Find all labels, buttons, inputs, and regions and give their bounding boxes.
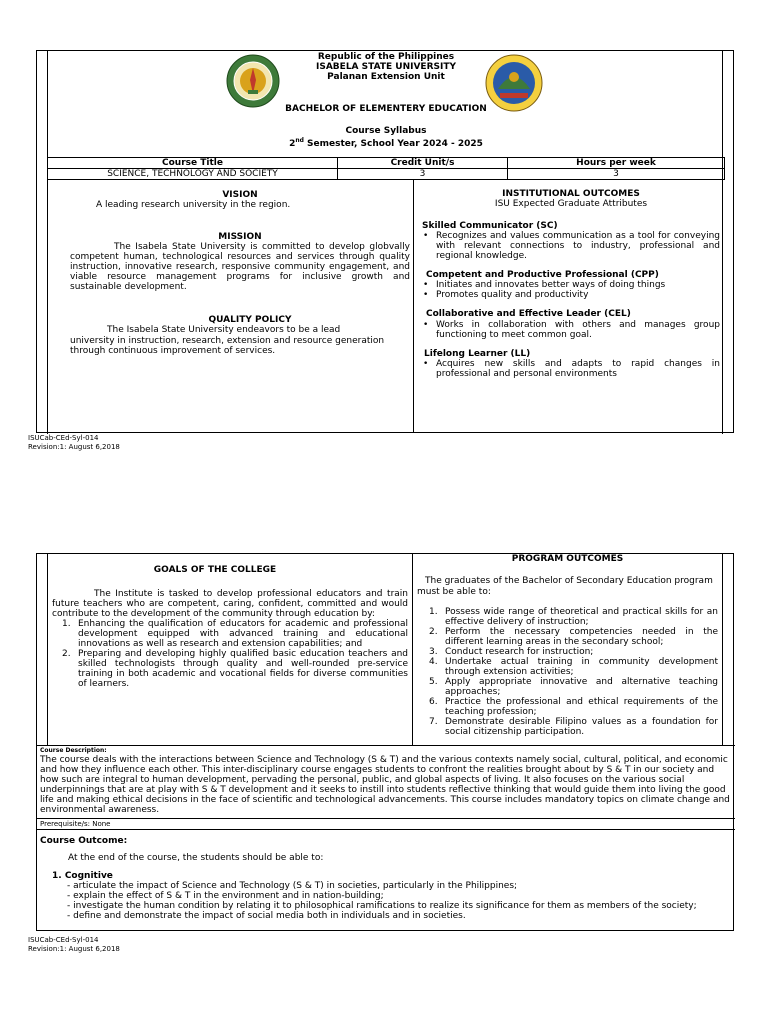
io-item: • Works in collaboration with others and manages group functioning to meet common goal. [422, 320, 720, 340]
revision-line: Revision:1: August 6,2018 [28, 945, 120, 953]
program-outcomes-column [413, 553, 723, 745]
course-syllabus-label: Course Syllabus [345, 126, 427, 136]
cognitive-item: - investigate the human condition by relating it to philosophical ramifications to realize its significance for them as members of the society; [67, 901, 697, 911]
io-heading-sc: Skilled Communicator (SC) [422, 220, 558, 231]
degree-title: BACHELOR OF ELEMENTERY EDUCATION [285, 104, 487, 114]
cognitive-item: - define and demonstrate the impact of social media both in individuals and in societies. [67, 911, 466, 921]
syllabus-page-1 [36, 50, 734, 433]
io-item: • Acquires new skills and adapts to rapid changes in professional and personal environments [422, 359, 720, 379]
prerequisites: Prerequisite/s: None [37, 818, 735, 830]
institutional-outcomes-subtitle: ISU Expected Graduate Attributes [494, 199, 648, 210]
course-description-text: The course deals with the interactions between Science and Technology (S & T) and the various contexts namely social, cultural, political, and economic and how they influence each other. This inter-disciplinary course engages students to confront the realities brought about by S & T in our society and how such are integral to human development, pervading the personal, public, and global aspects of living. It also focuses on the various social underpinnings that are at play with S & T development and it seeks to instill into students reflective thinking that would guide them into living the good life and making ethical decisions in the face of scientific and technological advancements. This course includes mandatory topics on climate change and environmental awareness. [40, 755, 730, 815]
io-item: • Recognizes and values communication as a tool for conveying with relevant connections to industry, professional and regional knowledge. [422, 231, 720, 261]
io-heading-cpp: Competent and Productive Professional (CPP) [426, 270, 659, 281]
course-outcome-intro: At the end of the course, the students should be able to: [68, 853, 324, 863]
page-1-inner-frame [47, 50, 723, 434]
program-outcome-item: 2. Perform the necessary competencies needed in the different learning areas in the secondary school; [429, 627, 718, 648]
hours-header: Hours per week [508, 158, 725, 169]
republic-line: Republic of the Philippines [317, 52, 455, 62]
semester-line: 2nd Semester, School Year 2024 - 2025 [289, 137, 483, 149]
mission-text: The Isabela State University is committed to develop globvally competent human, technological resources and services through quality instruction, innovative research, responsive community engagement, and viable resource management programs for inclusive growth and sustainable development. [70, 242, 410, 293]
course-info-table [47, 157, 725, 180]
cognitive-heading: 1. Cognitive [52, 871, 113, 881]
cognitive-list [40, 881, 730, 921]
goals-title: GOALS OF THE COLLEGE [153, 565, 277, 575]
course-title-value: SCIENCE, TECHNOLOGY AND SOCIETY [48, 169, 338, 180]
vmq-column [48, 180, 414, 433]
cognitive-item: - articulate the impact of Science and Technology (S & T) in societies, particularly in the Philippines; [67, 881, 518, 891]
io-heading-cel: Collaborative and Effective Leader (CEL) [426, 309, 631, 320]
institution-header [48, 52, 724, 82]
io-item: • Initiates and innovates better ways of doing things [422, 280, 720, 290]
footer-page-1 [28, 434, 120, 452]
goals-intro: The Institute is tasked to develop professional educators and train future teachers who are competent, caring, confident, committed and would contribute to the development of the community through education by: [52, 589, 408, 620]
cognitive-item: - explain the effect of S & T in the environment and in nation-building; [67, 891, 384, 901]
vision-text: A leading research university in the region. [96, 200, 291, 211]
revision-line: Revision:1: August 6,2018 [28, 443, 120, 451]
goal-item: 2. Preparing and developing highly qualified basic education teachers and skilled technologists through quality and well-rounded pre-service training in both academic and vocational fields for diverse communities of learners. [62, 649, 408, 690]
program-outcome-item: 5. Apply appropriate innovative and alternative teaching approaches; [429, 677, 718, 698]
program-outcomes-title: PROGRAM OUTCOMES [511, 554, 624, 564]
footer-page-2 [28, 936, 120, 954]
form-code: ISUCab-CEd-Syl-014 [28, 434, 99, 442]
program-outcome-item: 4. Undertake actual training in community development through extension activities; [429, 657, 718, 678]
hours-value: 3 [508, 169, 725, 180]
quality-policy-title: QUALITY POLICY [208, 315, 292, 325]
course-outcome-title: Course Outcome: [40, 836, 128, 846]
university-name: ISABELA STATE UNIVERSITY [316, 62, 456, 72]
course-title-header: Course Title [48, 158, 338, 169]
form-code: ISUCab-CEd-Syl-014 [28, 936, 99, 944]
program-outcomes-intro: The graduates of the Bachelor of Secondary Education program must be able to: [417, 576, 713, 597]
credit-units-value: 3 [338, 169, 508, 180]
campus-name: Palanan Extension Unit [327, 72, 445, 82]
io-item: • Promotes quality and productivity [422, 290, 720, 300]
io-heading-ll: Lifelong Learner (LL) [424, 348, 531, 359]
credit-units-header: Credit Unit/s [338, 158, 508, 169]
syllabus-page-2 [36, 553, 734, 931]
quality-policy-text: The Isabela State University endeavors to be a lead university in instruction, research, extension and resource generation through continuous improvement of services. [70, 325, 385, 357]
course-description [37, 745, 735, 816]
course-outcome-section [40, 836, 730, 921]
goal-item: 1. Enhancing the qualification of educators for academic and professional development equipped with advanced training and educational innovations as well as research and extension capabilities; and [62, 619, 408, 650]
program-outcome-item: 7. Demonstrate desirable Filipino values as a foundation for social citizenship participation. [429, 717, 718, 738]
mission-title: MISSION [218, 232, 262, 242]
goals-column [47, 553, 413, 745]
program-outcome-item: 3. Conduct research for instruction; [429, 647, 594, 658]
institutional-outcomes-column [422, 180, 720, 433]
institutional-outcomes-title: INSTITUTIONAL OUTCOMES [502, 189, 640, 199]
program-outcome-item: 1. Possess wide range of theoretical and practical skills for an effective delivery of instruction; [429, 607, 718, 628]
vision-title: VISION [222, 190, 258, 200]
program-outcome-item: 6. Practice the professional and ethical requirements of the teaching profession; [429, 697, 718, 718]
course-description-label: Course Description: [40, 747, 107, 754]
syllabus-title [48, 126, 724, 149]
